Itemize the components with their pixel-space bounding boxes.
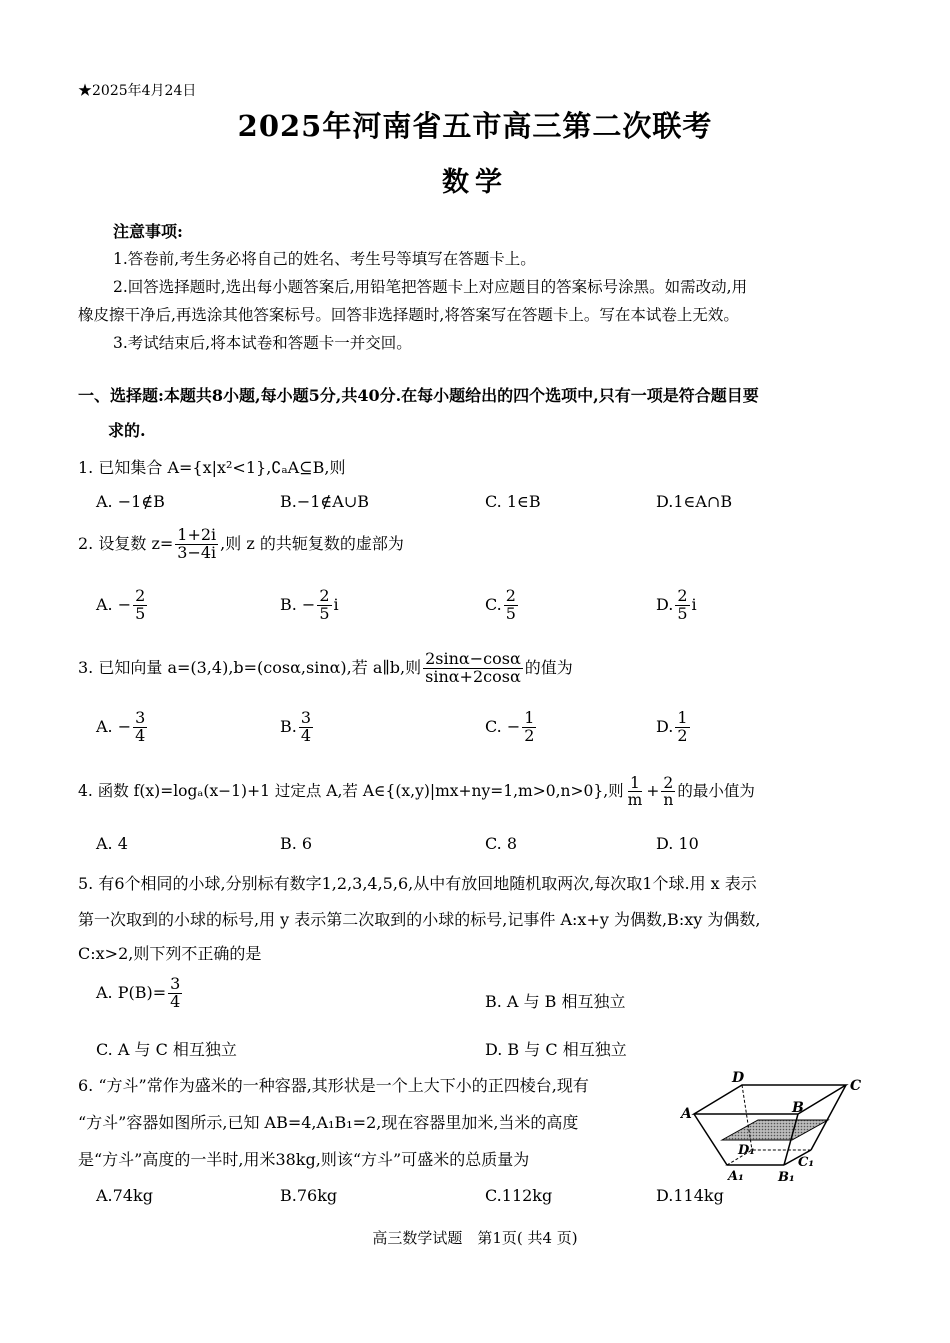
notice-item-3: 3.考试结束后,将本试卷和答题卡一并交回。 — [113, 334, 412, 352]
label-b: B — [792, 1100, 804, 1116]
question-2-option-b: B. − $\frac{2}{5}$ i — [280, 586, 339, 623]
question-5-option-a: A. P(B)= $\frac{3}{4}$ — [96, 974, 181, 1011]
question-6-stem-line-1: 6. “方斗”常作为盛米的一种容器,其形状是一个上大下小的正四棱台,现有 — [78, 1076, 589, 1095]
question-4-option-c: C. 8 — [485, 834, 518, 853]
question-3-option-b: B. $\frac{3}{4}$ — [280, 708, 312, 745]
question-5-option-d: D. B 与 C 相互独立 — [485, 1040, 627, 1059]
question-1-option-c: C. 1∈B — [485, 492, 541, 511]
exam-title: 2025年河南省五市高三第二次联考 — [237, 109, 713, 143]
notice-item-1: 1.答卷前,考生务必将自己的姓名、考生号等填写在答题卡上。 — [113, 250, 536, 268]
question-6-option-b: B.76kg — [280, 1186, 338, 1205]
question-2-stem: 2. 设复数 z= $\frac{1+2i}{3-4i}$ ,则 z 的共轭复数的虚部为 — [78, 525, 404, 562]
label-b1: B₁ — [778, 1170, 795, 1185]
label-a: A — [681, 1106, 692, 1122]
question-4-option-a: A. 4 — [96, 834, 128, 853]
question-5-option-b: B. A 与 B 相互独立 — [485, 992, 626, 1011]
exam-date: ★2025年4月24日 — [78, 83, 197, 99]
label-c: C — [850, 1078, 862, 1094]
question-1-stem: 1. 已知集合 A={x|x²<1},∁ₐA⊆B,则 — [78, 458, 346, 477]
question-5-stem-line-3: C:x>2,则下列不正确的是 — [78, 944, 262, 963]
question-1-option-a: A. −1∉B — [96, 492, 165, 511]
notice-item-2: 2.回答选择题时,选出每小题答案后,用铅笔把答题卡上对应题目的答案标号涂黑。如需改动,用 — [113, 278, 748, 296]
question-5-stem-line-1: 5. 有6个相同的小球,分别标有数字1,2,3,4,5,6,从中有放回地随机取两次,每次取1个球.用 x 表示 — [78, 874, 757, 893]
label-d: D — [732, 1070, 745, 1086]
question-5-stem-line-2: 第一次取到的小球的标号,用 y 表示第二次取到的小球的标号,记事件 A:x+y 为偶数,B:xy 为偶数, — [78, 910, 761, 929]
question-4-option-b: B. 6 — [280, 834, 313, 853]
exam-subject: 数学 — [442, 167, 508, 198]
question-4-option-d: D. 10 — [656, 834, 699, 853]
question-6-option-d: D.114kg — [656, 1186, 724, 1205]
question-1-option-d: D.1∈A∩B — [656, 492, 733, 511]
question-2-option-d: D. $\frac{2}{5}$ i — [656, 586, 697, 623]
question-4-stem: 4. 函数 f(x)=logₐ(x−1)+1 过定点 A,若 A∈{(x,y)|mx+ny=1,m>0,n>0},则 $\frac{1}{m}$ + $\frac{2}{n}$ 的最小值为 — [78, 774, 755, 810]
question-3-option-c: C. − $\frac{1}{2}$ — [485, 708, 535, 745]
top-face — [694, 1085, 846, 1114]
frustum-figure — [680, 1068, 870, 1188]
question-2-option-c: C. $\frac{2}{5}$ — [485, 586, 516, 623]
label-d1: D₁ — [738, 1143, 755, 1158]
rice-level — [722, 1120, 828, 1140]
label-a1: A₁ — [728, 1169, 744, 1184]
question-6-option-c: C.112kg — [485, 1186, 553, 1205]
question-2-option-a: A. − $\frac{2}{5}$ — [96, 586, 146, 623]
section-heading: 一、选择题:本题共8小题,每小题5分,共40分.在每小题给出的四个选项中,只有一项是符合题目要 — [78, 386, 759, 405]
question-6-stem-line-3: 是“方斗”高度的一半时,用米38kg,则该“方斗”可盛米的总质量为 — [78, 1150, 530, 1169]
label-c1: C₁ — [798, 1155, 815, 1170]
fraction: $\frac{2\sin\alpha-\cos\alpha}{\sin\alpha+2\cos\alpha}$ — [425, 649, 521, 686]
section-heading-cont: 求的. — [108, 421, 146, 440]
question-3-stem: 3. 已知向量 a=(3,4),b=(cosα,sinα),若 a∥b,则 $\frac{2\sin\alpha-\cos\alpha}{\sin\alpha+2\cos\alpha}$ 的值为 — [78, 649, 573, 686]
question-5-option-c: C. A 与 C 相互独立 — [96, 1040, 237, 1059]
page-footer: 高三数学试题 第1页( 共4 页) — [372, 1229, 578, 1247]
question-6-option-a: A.74kg — [96, 1186, 153, 1205]
notice-item-2-cont: 橡皮擦干净后,再选涂其他答案标号。回答非选择题时,将答案写在答题卡上。写在本试卷上无效。 — [78, 306, 739, 324]
question-6-stem-line-2: “方斗”容器如图所示,已知 AB=4,A₁B₁=2,现在容器里加米,当米的高度 — [78, 1113, 579, 1132]
question-1-option-b: B.−1∉A∪B — [280, 492, 369, 511]
notice-heading: 注意事项: — [113, 222, 183, 241]
question-3-option-d: D. $\frac{1}{2}$ — [656, 708, 688, 745]
fraction: $\frac{1+2i}{3-4i}$ — [177, 525, 217, 562]
question-3-option-a: A. − $\frac{3}{4}$ — [96, 708, 146, 745]
